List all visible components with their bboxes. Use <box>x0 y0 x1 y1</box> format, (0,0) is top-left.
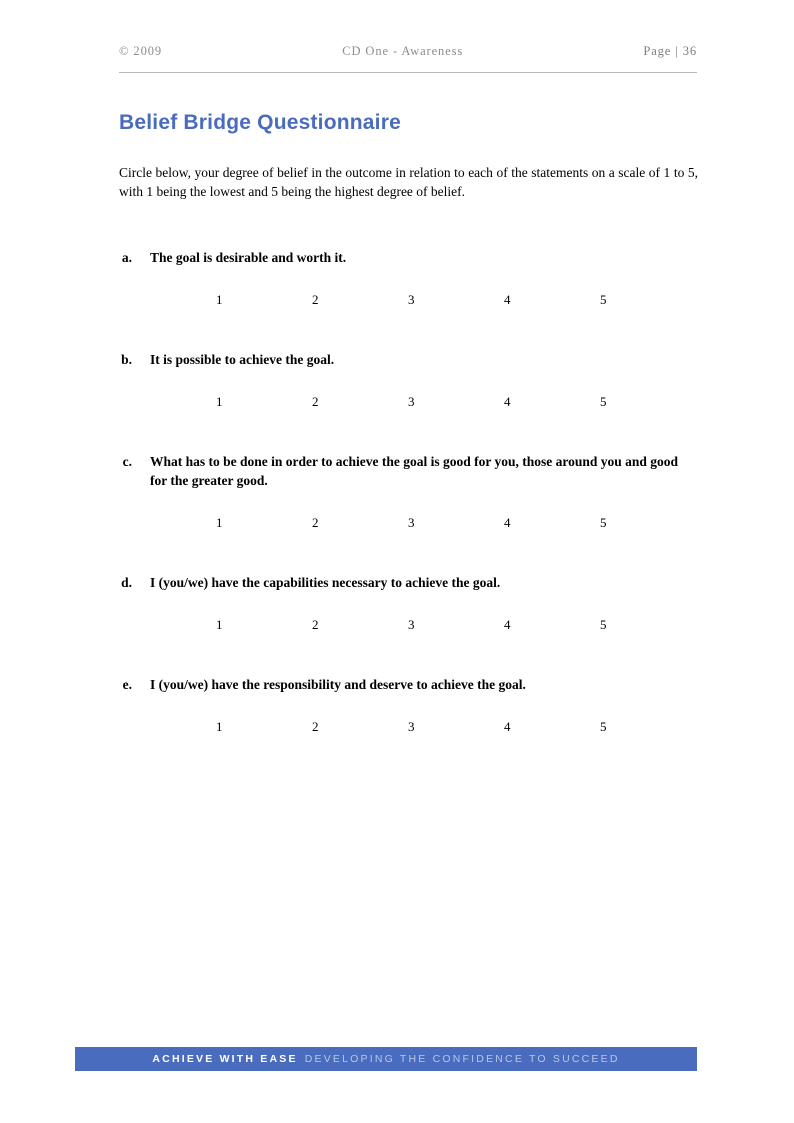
instructions-paragraph: Circle below, your degree of belief in the outcome in relation to each of the statements on a scale of 1 to 5, with 1 being the lowest and 5 being the highest degree of belief. <box>119 165 698 199</box>
footer-banner <box>75 1047 697 1071</box>
rating-scale <box>216 718 636 735</box>
scale-option-3[interactable]: 3 <box>408 617 415 632</box>
questionnaire-list <box>119 248 698 771</box>
scale-option-4[interactable]: 4 <box>504 292 511 307</box>
scale-option-2[interactable]: 2 <box>312 292 319 307</box>
scale-option-4[interactable]: 4 <box>504 515 511 530</box>
scale-option-2[interactable]: 2 <box>312 394 319 409</box>
page-header <box>119 44 697 73</box>
question-letter: c. <box>122 454 132 469</box>
scale-option-1[interactable]: 1 <box>216 515 223 530</box>
list-item <box>119 350 698 410</box>
page-title: Belief Bridge Questionnaire <box>119 111 401 134</box>
scale-option-4[interactable]: 4 <box>504 617 511 632</box>
list-item <box>119 675 698 735</box>
question-letter: a. <box>121 250 132 265</box>
header-section-title: CD One - Awareness <box>342 44 464 58</box>
question-text: It is possible to achieve the goal. <box>150 352 335 367</box>
header-page-number: Page | 36 <box>643 44 697 58</box>
scale-option-2[interactable]: 2 <box>312 515 319 530</box>
footer-tagline: DEVELOPING THE CONFIDENCE TO SUCCEED <box>304 1053 620 1065</box>
scale-option-5[interactable]: 5 <box>600 719 607 734</box>
question-text: I (you/we) have the responsibility and deserve to achieve the goal. <box>150 677 526 692</box>
scale-option-1[interactable]: 1 <box>216 719 223 734</box>
rating-scale <box>216 393 636 410</box>
scale-option-5[interactable]: 5 <box>600 292 607 307</box>
list-item <box>119 573 698 633</box>
scale-option-2[interactable]: 2 <box>312 719 319 734</box>
scale-option-3[interactable]: 3 <box>408 394 415 409</box>
rating-scale <box>216 616 636 633</box>
scale-option-5[interactable]: 5 <box>600 394 607 409</box>
scale-option-1[interactable]: 1 <box>216 394 223 409</box>
scale-option-2[interactable]: 2 <box>312 617 319 632</box>
question-text: I (you/we) have the capabilities necessary to achieve the goal. <box>150 575 501 590</box>
question-letter: d. <box>121 575 132 590</box>
header-copyright: © 2009 <box>119 44 163 58</box>
list-item <box>119 248 698 308</box>
scale-option-1[interactable]: 1 <box>216 617 223 632</box>
scale-option-5[interactable]: 5 <box>600 617 607 632</box>
rating-scale <box>216 291 636 308</box>
scale-option-3[interactable]: 3 <box>408 292 415 307</box>
scale-option-4[interactable]: 4 <box>504 719 511 734</box>
question-letter: e. <box>122 677 132 692</box>
scale-option-3[interactable]: 3 <box>408 515 415 530</box>
scale-option-3[interactable]: 3 <box>408 719 415 734</box>
scale-option-1[interactable]: 1 <box>216 292 223 307</box>
rating-scale <box>216 514 636 531</box>
list-item <box>119 452 698 531</box>
scale-option-4[interactable]: 4 <box>504 394 511 409</box>
scale-option-5[interactable]: 5 <box>600 515 607 530</box>
footer-brand: ACHIEVE WITH EASE <box>152 1053 298 1065</box>
question-letter: b. <box>121 352 132 367</box>
question-text: What has to be done in order to achieve the goal is good for you, those around you and good for the greater good. <box>150 454 679 488</box>
question-text: The goal is desirable and worth it. <box>150 250 347 265</box>
